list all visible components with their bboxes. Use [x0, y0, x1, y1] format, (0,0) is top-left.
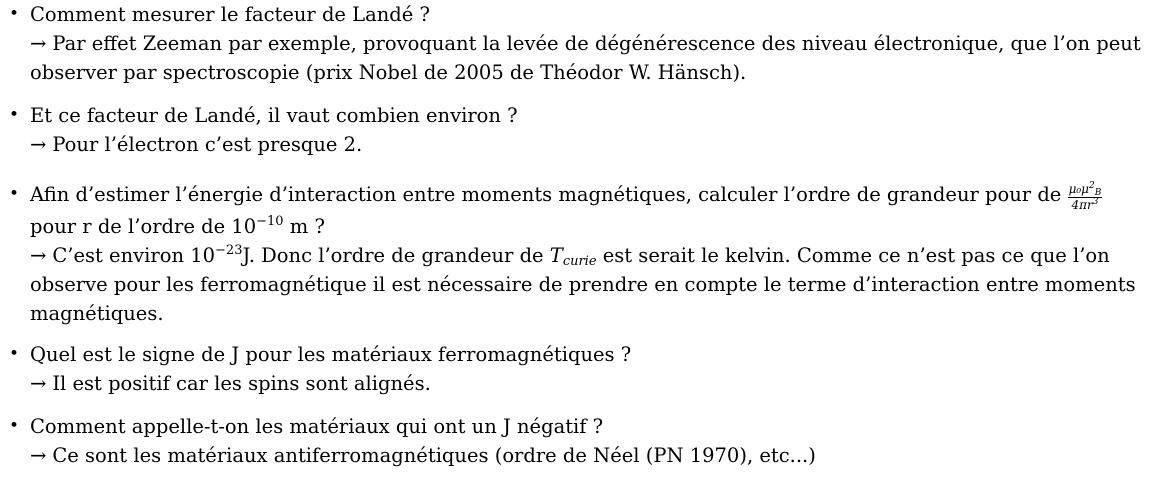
bullet: •: [8, 105, 20, 125]
answer-text: Il est positif car les spins sont alignés.: [52, 372, 431, 395]
arrow-icon: →: [30, 372, 47, 395]
fraction-formula: [1068, 183, 1103, 212]
answer-continuation: observe pour les ferromagnétique il est nécessaire de prendre en compte le terme d’interaction entre moments: [30, 273, 1136, 296]
fraction-numerator: $\mu_0\mu^2_B$: [1068, 181, 1102, 198]
answer-line: [30, 29, 1162, 58]
list-item: [8, 180, 1162, 328]
fraction-denominator: $4\pi r^3$: [1071, 197, 1099, 212]
question-text: Et ce facteur de Landé, il vaut combien environ ?: [30, 104, 518, 127]
exponent: −10: [256, 214, 284, 229]
math-subscript: curie: [562, 254, 597, 269]
bullet: •: [8, 416, 20, 436]
question-text: Quel est le signe de J pour les matériaux ferromagnétiques ?: [30, 343, 632, 366]
arrow-icon: →: [30, 133, 47, 156]
list-item: [8, 412, 1162, 470]
answer-continuation: observer par spectroscopie (prix Nobel de 2005 de Théodor W. Hänsch).: [30, 61, 747, 84]
list-item: [8, 101, 1162, 159]
answer-text: Ce sont les matériaux antiferromagnétiques (ordre de Néel (PN 1970), etc...): [52, 444, 816, 467]
answer-line: → C’est environ $10^{-23}J$. Donc l’ordre de grandeur de $T_{curie}$ est serait le kelvin. Comme ce n’est pas ce que l’on: [30, 243, 1110, 269]
question-text: Comment appelle-t-on les matériaux qui ont un J négatif ?: [30, 415, 604, 438]
list-item: [8, 340, 1162, 398]
question-text: Afin d’estimer l’énergie d’interaction entre moments magnétiques, calculer l’ordre de grandeur pour de: [30, 183, 1062, 206]
bullet: •: [8, 344, 20, 364]
arrow-icon: →: [30, 244, 47, 267]
arrow-icon: →: [30, 444, 47, 467]
bullet: •: [8, 184, 20, 204]
answer-line: [30, 369, 1162, 398]
bullet: •: [8, 4, 20, 24]
answer-line: [30, 441, 1162, 470]
answer-text: Pour l’électron c’est presque 2.: [52, 133, 363, 156]
question-continuation: pour r de l’ordre de $10^{-10}$ m ?: [30, 214, 325, 238]
arrow-icon: →: [30, 32, 47, 55]
list-item: [8, 0, 1162, 87]
question-text: Comment mesurer le facteur de Landé ?: [30, 3, 430, 26]
answer-text: Par effet Zeeman par exemple, provoquant la levée de dégénérescence des niveau électronique, que l’on peut: [52, 32, 1141, 55]
exponent: −23: [215, 243, 243, 258]
question-line: [30, 180, 1162, 212]
answer-line: [30, 130, 1162, 159]
math-symbol: T: [549, 244, 563, 267]
answer-continuation: magnétiques.: [30, 302, 164, 325]
